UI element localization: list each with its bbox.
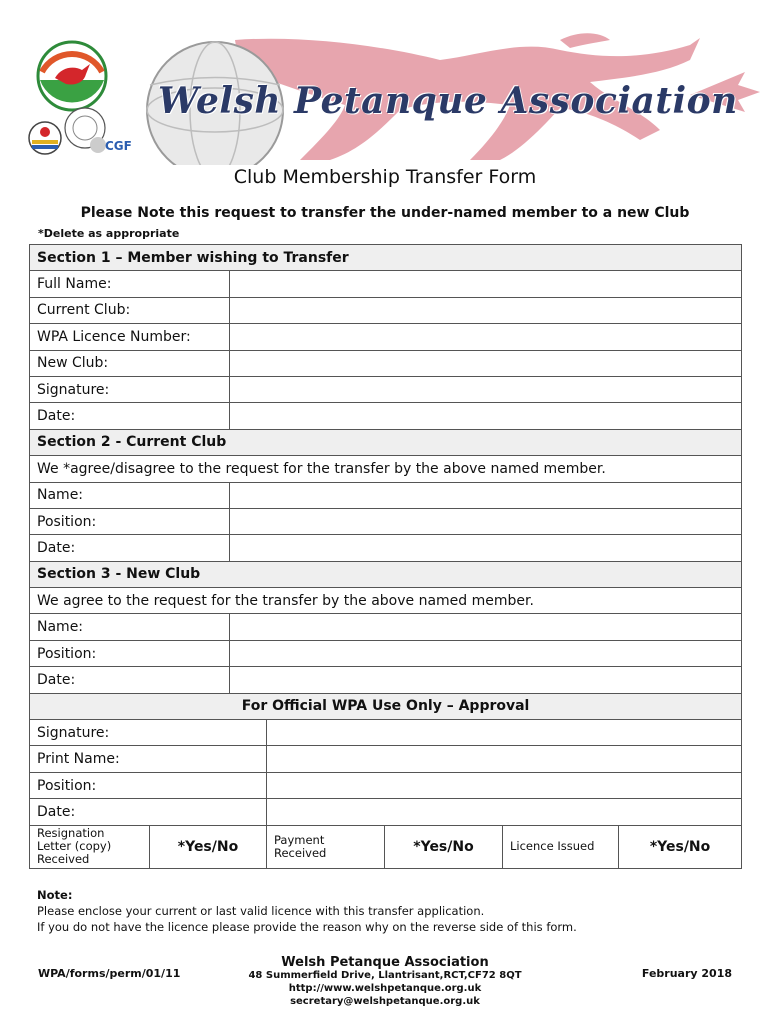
new-club-name-label: Name: <box>30 614 230 640</box>
notice-text: Please Note this request to transfer the under-named member to a new Club <box>80 205 690 221</box>
current-club-name-label: Name: <box>30 482 230 508</box>
licence-issued-label: Licence Issued <box>503 825 619 868</box>
member-date-field[interactable] <box>230 403 742 429</box>
federation-badge-icon <box>29 122 61 154</box>
payment-received-label: Payment Received <box>267 825 385 868</box>
section3-heading: Section 3 - New Club <box>30 561 742 587</box>
section1-heading: Section 1 – Member wishing to Transfer <box>30 245 742 271</box>
current-club-date-label: Date: <box>30 535 230 561</box>
official-signature-field[interactable] <box>267 720 742 746</box>
footer-address-block <box>0 956 770 1008</box>
licence-issued-yes-no[interactable]: *Yes/No <box>619 825 742 868</box>
section3-statement: We agree to the request for the transfer by the above named member. <box>30 588 742 614</box>
current-club-field[interactable] <box>230 297 742 323</box>
new-club-label: New Club: <box>30 350 230 376</box>
footer-note <box>37 887 577 935</box>
footer-note-line1: Please enclose your current or last valid licence with this transfer application. <box>37 904 485 918</box>
licence-number-field[interactable] <box>230 324 742 350</box>
footer-address: 48 Summerfield Drive, Llantrisant,RCT,CF72 8QT <box>248 970 522 981</box>
official-print-name-label: Print Name: <box>30 746 267 772</box>
new-club-position-field[interactable] <box>230 640 742 666</box>
svg-text:CGF: CGF <box>105 139 132 153</box>
form-date: February 2018 <box>641 967 732 980</box>
official-heading: For Official WPA Use Only – Approval <box>30 693 742 719</box>
delete-note: *Delete as appropriate <box>38 227 180 240</box>
wpa-badge-icon <box>38 42 106 110</box>
footer-org-name: Welsh Petanque Association <box>281 955 489 970</box>
new-club-position-label: Position: <box>30 640 230 666</box>
official-position-field[interactable] <box>267 772 742 798</box>
footer-note-heading: Note: <box>37 888 73 902</box>
new-club-field[interactable] <box>230 350 742 376</box>
new-club-name-field[interactable] <box>230 614 742 640</box>
org-title: Welsh Petanque Association <box>158 80 738 122</box>
form-reference: WPA/forms/perm/01/11 <box>38 967 181 980</box>
official-date-label: Date: <box>30 799 267 825</box>
new-club-date-label: Date: <box>30 667 230 693</box>
official-position-label: Position: <box>30 772 267 798</box>
official-date-field[interactable] <box>267 799 742 825</box>
current-club-position-field[interactable] <box>230 508 742 534</box>
member-signature-field[interactable] <box>230 376 742 402</box>
current-club-date-field[interactable] <box>230 535 742 561</box>
section2-heading: Section 2 - Current Club <box>30 429 742 455</box>
member-signature-label: Signature: <box>30 376 230 402</box>
cgf-logo-icon <box>90 137 132 153</box>
official-print-name-field[interactable] <box>267 746 742 772</box>
full-name-label: Full Name: <box>30 271 230 297</box>
new-club-date-field[interactable] <box>230 667 742 693</box>
full-name-field[interactable] <box>230 271 742 297</box>
header-banner <box>0 0 770 165</box>
resignation-letter-label: Resignation Letter (copy) Received <box>30 825 150 868</box>
resignation-letter-yes-no[interactable]: *Yes/No <box>150 825 267 868</box>
official-signature-label: Signature: <box>30 720 267 746</box>
licence-number-label: WPA Licence Number: <box>30 324 230 350</box>
member-date-label: Date: <box>30 403 230 429</box>
current-club-name-field[interactable] <box>230 482 742 508</box>
payment-received-yes-no[interactable]: *Yes/No <box>385 825 503 868</box>
current-club-label: Current Club: <box>30 297 230 323</box>
current-club-position-label: Position: <box>30 508 230 534</box>
footer-website-link[interactable]: http://www.welshpetanque.org.uk <box>288 983 482 994</box>
page-title: Club Membership Transfer Form <box>233 166 537 188</box>
transfer-form-table <box>29 244 742 869</box>
section2-statement: We *agree/disagree to the request for the transfer by the above named member. <box>30 456 742 482</box>
footer-note-line2: If you do not have the licence please provide the reason why on the reverse side of this form. <box>37 920 577 934</box>
footer-email-link[interactable]: secretary@welshpetanque.org.uk <box>290 996 480 1007</box>
